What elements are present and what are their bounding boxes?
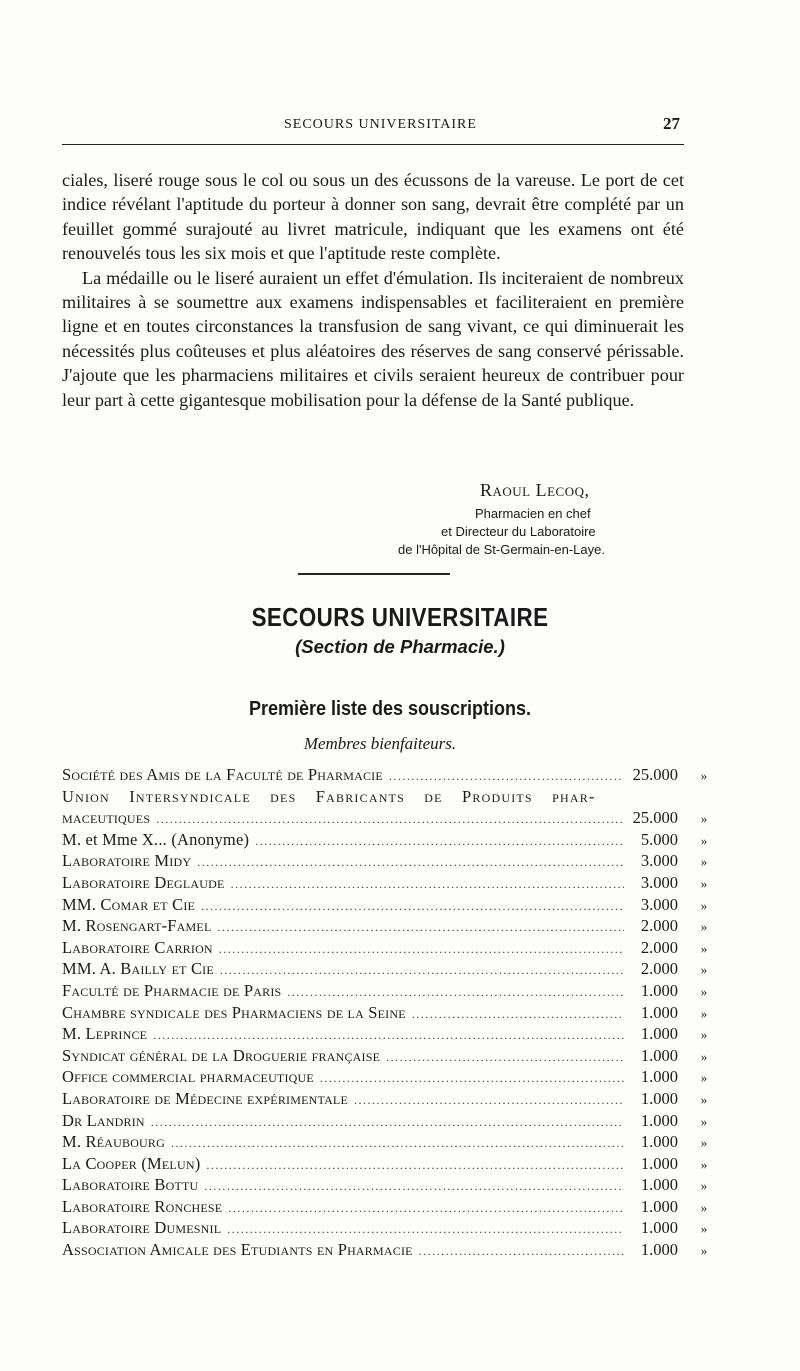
dot-leader xyxy=(219,942,624,957)
donor-amount: 3.000 xyxy=(640,894,678,914)
donor-row xyxy=(62,1046,712,1068)
donor-amount: 1.000 xyxy=(640,1153,678,1173)
dot-leader xyxy=(153,1028,624,1043)
donor-amount: 2.000 xyxy=(640,916,678,936)
article-body xyxy=(62,168,684,412)
donor-amount: 2.000 xyxy=(640,959,678,979)
ditto-mark: » xyxy=(700,832,708,848)
donor-row xyxy=(62,1197,712,1219)
donor-amount: 3.000 xyxy=(640,851,678,871)
dot-leader xyxy=(320,1071,624,1086)
donor-name: Laboratoire Bottu xyxy=(62,1175,199,1195)
ditto-mark: » xyxy=(700,768,708,783)
donor-amount: 5.000 xyxy=(640,829,678,849)
donor-row xyxy=(62,1024,712,1046)
ditto-mark: » xyxy=(700,1243,708,1259)
donor-amount: 1.000 xyxy=(640,1067,678,1087)
ditto-mark: » xyxy=(700,983,708,999)
donor-name: Dr Landrin xyxy=(62,1110,145,1130)
donor-amount: 1.000 xyxy=(640,1218,678,1238)
dot-leader xyxy=(419,1244,624,1259)
donor-row xyxy=(62,1067,712,1089)
ditto-mark: » xyxy=(700,1135,708,1151)
ditto-mark: » xyxy=(700,1221,708,1237)
donor-row xyxy=(62,1089,712,1111)
ditto-mark: » xyxy=(700,875,708,891)
section-title: SECOURS UNIVERSITAIRE xyxy=(251,602,549,632)
dot-leader xyxy=(171,1136,624,1151)
donor-name: Chambre syndicale des Pharmaciens de la Seine xyxy=(62,1002,406,1022)
paragraph-2: La médaille ou le liseré auraient un effet d'émulation. Ils inciteraient de nombreux militaires à se soumettre aux examens indispensables et faciliteraient en première ligne et en toutes circonstances la transfusion de sang vivant, ce qui diminuerait les nécessités plus coûteuses et plus aléatoires des réserves de sang conservé périssable. J'ajoute que les pharmaciens militaires et civils seraient heureux de contribuer pour leur part à cette gigantesque mobilisation pour la défense de la Santé publique. xyxy=(62,267,684,410)
ditto-mark: » xyxy=(700,1048,708,1064)
donor-row xyxy=(62,981,712,1003)
donor-amount: 1.000 xyxy=(640,1088,678,1108)
donor-row xyxy=(62,1175,712,1197)
dot-leader xyxy=(204,1179,624,1194)
signature-title: Pharmacien en chef xyxy=(475,506,591,521)
section-divider xyxy=(298,573,450,575)
donor-name: MM. Comar et Cie xyxy=(62,894,196,914)
donor-amount: 1.000 xyxy=(640,980,678,1000)
signature-name: Raoul Lecoq, xyxy=(480,480,590,500)
donor-row xyxy=(62,851,712,873)
donor-amount: 1.000 xyxy=(640,1110,678,1130)
dot-leader xyxy=(255,834,624,849)
donor-name: Association Amicale des Etudiants en Pharmacie xyxy=(62,1240,413,1260)
donor-amount: 1.000 xyxy=(640,1132,678,1152)
dot-leader xyxy=(227,1222,624,1237)
signature-role: et Directeur du Laboratoire xyxy=(441,524,596,539)
donor-row xyxy=(62,1111,712,1133)
donor-name: Laboratoire Carrion xyxy=(62,937,213,957)
donor-row xyxy=(62,916,712,938)
donor-amount: 1.000 xyxy=(640,1175,678,1195)
list-heading: Première liste des souscriptions. xyxy=(248,698,532,720)
dot-leader xyxy=(412,1007,624,1022)
dot-leader xyxy=(228,1201,624,1216)
dot-leader xyxy=(197,855,624,870)
ditto-mark: » xyxy=(700,940,708,956)
donor-name: Société des Amis de la Faculté de Pharmacie xyxy=(62,765,383,784)
donor-name: Laboratoire Dumesnil xyxy=(62,1218,222,1238)
page-header xyxy=(62,114,684,145)
donor-name: maceutiques xyxy=(62,808,151,828)
donor-row xyxy=(62,1218,712,1240)
ditto-mark: » xyxy=(700,1027,708,1043)
donor-name: Office commercial pharmaceutique xyxy=(62,1067,314,1087)
donor-row xyxy=(62,1240,712,1262)
dot-leader xyxy=(217,920,624,935)
donor-name: Syndicat général de la Droguerie française xyxy=(62,1045,381,1065)
dot-leader xyxy=(220,963,624,978)
donor-row xyxy=(62,959,712,981)
donor-amount: 1.000 xyxy=(640,1240,678,1260)
running-title: SECOURS UNIVERSITAIRE xyxy=(284,117,477,132)
donor-name: M. Rosengart-Famel xyxy=(62,916,212,936)
donor-row xyxy=(62,895,712,917)
donor-amount: 25.000 xyxy=(632,765,678,784)
donor-row xyxy=(62,765,712,787)
donor-name: Laboratoire Midy xyxy=(62,851,192,871)
donor-name: Faculté de Pharmacie de Paris xyxy=(62,980,282,1000)
dot-leader xyxy=(287,985,624,1000)
donor-name: MM. A. Bailly et Cie xyxy=(62,959,214,979)
dot-leader xyxy=(354,1093,624,1108)
ditto-mark: » xyxy=(700,1091,708,1107)
ditto-mark: » xyxy=(700,962,708,978)
donor-amount: 1.000 xyxy=(640,1196,678,1216)
donor-amount: 1.000 xyxy=(640,1024,678,1044)
category-heading: Membres bienfaiteurs. xyxy=(303,734,457,753)
ditto-mark: » xyxy=(700,1178,708,1194)
donor-amount: 25.000 xyxy=(632,808,678,828)
page-number: 27 xyxy=(663,114,680,133)
ditto-mark: » xyxy=(700,811,708,827)
paragraph-1: ciales, liseré rouge sous le col ou sous un des écussons de la vareuse. Le port de cet indice révélant l'aptitude du porteur à donner son sang, devrait être complété par un feuillet gommé surajouté au livret matricule, indiquant que les examens ont été renouvelés tous les six mois et que l'aptitude reste complète. xyxy=(62,170,684,264)
dot-leader xyxy=(206,1158,624,1173)
donor-amount: 3.000 xyxy=(640,872,678,892)
ditto-mark: » xyxy=(700,1156,708,1172)
dot-leader xyxy=(386,1050,624,1065)
dot-leader xyxy=(151,1115,624,1130)
donor-name: La Cooper (Melun) xyxy=(62,1153,201,1173)
dot-leader xyxy=(389,769,624,784)
donor-list xyxy=(62,765,712,1262)
ditto-mark: » xyxy=(700,1070,708,1086)
ditto-mark: » xyxy=(700,919,708,935)
donor-name: M. Leprince xyxy=(62,1024,148,1044)
donor-row xyxy=(62,873,712,895)
donor-name: Laboratoire de Médecine expérimentale xyxy=(62,1088,348,1108)
donor-row xyxy=(62,830,712,852)
ditto-mark: » xyxy=(700,1199,708,1215)
ditto-mark: » xyxy=(700,1005,708,1021)
donor-name: Laboratoire Deglaude xyxy=(62,872,225,892)
donor-row xyxy=(62,808,712,830)
donor-row xyxy=(62,1154,712,1176)
donor-name: M. Réaubourg xyxy=(62,1132,165,1152)
donor-row xyxy=(62,1003,712,1025)
donor-amount: 2.000 xyxy=(640,937,678,957)
ditto-mark: » xyxy=(700,897,708,913)
donor-amount: 1.000 xyxy=(640,1002,678,1022)
donor-name-wrapped: Union Intersyndicale des Fabricants de Produits phar- xyxy=(62,786,596,806)
donor-row xyxy=(62,938,712,960)
donor-name: M. et Mme X... (Anonyme) xyxy=(62,829,250,849)
dot-leader xyxy=(156,812,624,827)
donor-row xyxy=(62,1132,712,1154)
ditto-mark: » xyxy=(700,854,708,870)
dot-leader xyxy=(231,877,624,892)
donor-amount: 1.000 xyxy=(640,1045,678,1065)
ditto-mark: » xyxy=(700,1113,708,1129)
section-subtitle: (Section de Pharmacie.) xyxy=(295,636,505,657)
dot-leader xyxy=(201,899,624,914)
donor-name: Laboratoire Ronchese xyxy=(62,1196,223,1216)
signature-institution: de l'Hôpital de St-Germain-en-Laye. xyxy=(398,542,605,557)
